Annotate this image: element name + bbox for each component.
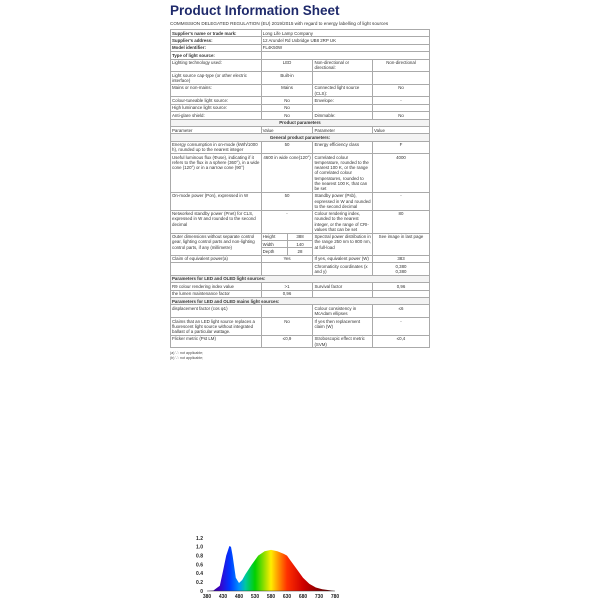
value-cell: 50 <box>261 192 313 210</box>
parameter-cell: displacement factor (cos φ1) <box>171 305 262 318</box>
value-cell: See image in last page <box>373 233 430 255</box>
value-cell <box>261 305 313 318</box>
parameter-cell: Networked standby power (Pnet) for CLS, expressed in W and rounded to the second decimal <box>171 210 262 233</box>
parameter-cell: Connected light source (CLS): <box>313 84 373 97</box>
value-cell: 0,96 <box>373 283 430 290</box>
footnote: (b) '-': not applicable; <box>170 356 204 361</box>
table-row <box>171 154 430 193</box>
table-row <box>171 84 430 97</box>
info-value: Long Life Lamp Company <box>261 30 429 37</box>
parameter-cell: Spectral power distribution in the range 250 nm to 800 nm, at full-load <box>313 233 373 255</box>
info-label: Supplier's name or trade mark: <box>171 30 262 37</box>
table-row <box>171 30 430 37</box>
parameter-cell <box>313 104 373 111</box>
table-row <box>171 192 430 210</box>
table-row <box>171 97 430 104</box>
table-row <box>171 112 430 119</box>
product-information-sheet <box>170 3 430 361</box>
parameter-cell: Energy consumption in on-mode (kWh/1000 h), rounded up to the nearest integer <box>171 141 262 154</box>
x-tick-label: 580 <box>266 594 276 600</box>
parameter-cell: Colour rendering index, rounded to the nearest integer, or the range of CRI-values that can be set <box>313 210 373 233</box>
info-value: FL4K50W <box>261 44 429 51</box>
dimension-value: 388 <box>296 234 304 240</box>
spectrum-area <box>207 546 335 591</box>
y-tick-label: 0.4 <box>196 571 203 578</box>
table-row <box>171 263 430 276</box>
parameter-cell: Light source cap-type (or other electric interface) <box>171 72 262 85</box>
section-header: Parameters for LED and OLED light sources: <box>171 275 430 282</box>
parameter-cell: Chromaticity coordinates (x and y) <box>313 263 373 276</box>
x-tick-label: 680 <box>298 594 308 600</box>
info-label: Type of light source: <box>171 52 262 59</box>
parameter-cell <box>171 263 262 276</box>
dimension-name: Depth <box>262 248 288 254</box>
table-row <box>171 335 430 348</box>
table-row <box>171 134 430 141</box>
value-cell: No <box>261 318 313 336</box>
page-title: Product Information Sheet <box>170 3 340 18</box>
value-cell: 0,96 <box>261 290 313 297</box>
parameter-cell: Colour-tuneable light source: <box>171 97 262 104</box>
parameter-cell: Non-directional or directional: <box>313 59 373 72</box>
dimension-row <box>262 241 313 248</box>
y-tick-label: 0 <box>200 588 203 595</box>
table-row <box>171 275 430 282</box>
parameter-cell: R9 colour rendering index value <box>171 283 262 290</box>
info-value <box>261 52 429 59</box>
value-cell: LED <box>261 59 313 72</box>
value-cell: - <box>373 97 430 104</box>
parameter-cell: Colour consistency in McAdam ellipses <box>313 305 373 318</box>
table-row <box>171 233 430 255</box>
column-header: Value <box>261 126 313 133</box>
parameter-cell: Claim of equivalent power(a) <box>171 255 262 262</box>
dimension-value: 140 <box>296 241 304 247</box>
dimensions-cell <box>261 233 313 255</box>
value-cell: No <box>373 112 430 119</box>
value-cell <box>373 72 430 85</box>
y-tick-label: 0.2 <box>196 579 203 586</box>
dimension-name: Width <box>262 241 288 247</box>
parameter-cell: Correlated colour temperature, rounded to the nearest 100 K, or the range of correlated colour temperatures, rounded to the nearest 100 K, that can be set <box>313 154 373 193</box>
table-row <box>171 104 430 111</box>
parameter-cell: On-mode power (Pon), expressed in W <box>171 192 262 210</box>
table-row <box>171 298 430 305</box>
value-cell: >1 <box>261 283 313 290</box>
x-tick-label: 480 <box>234 594 244 600</box>
value-cell: - <box>373 318 430 336</box>
dimension-name: Height <box>262 234 288 240</box>
spectral-power-chart <box>193 534 343 600</box>
value-cell: No <box>261 97 313 104</box>
section-header: Parameters for LED and OLED mains light sources: <box>171 298 430 305</box>
column-header: Value <box>373 126 430 133</box>
parameter-cell: Dimmable: <box>313 112 373 119</box>
table-row <box>171 52 430 59</box>
value-cell <box>373 290 430 297</box>
table-row <box>171 210 430 233</box>
footnote: (a) '-': not applicable; <box>170 351 204 356</box>
table-row <box>171 141 430 154</box>
dimension-row <box>262 234 313 241</box>
value-cell: F <box>373 141 430 154</box>
parameter-cell: Lighting technology used: <box>171 59 262 72</box>
value-cell: No <box>261 104 313 111</box>
value-cell: No <box>261 112 313 119</box>
x-tick-label: 780 <box>330 594 340 600</box>
spectrum-svg <box>193 534 343 600</box>
value-cell: - <box>261 210 313 233</box>
table-row <box>171 72 430 85</box>
table-row <box>171 255 430 262</box>
value-cell: Built-in <box>261 72 313 85</box>
parameter-cell: Survival factor <box>313 283 373 290</box>
table-row <box>171 283 430 290</box>
table-row <box>171 119 430 126</box>
section-header: General product parameters: <box>171 134 430 141</box>
parameter-cell: the lumen maintenance factor <box>171 290 262 297</box>
table-row <box>171 305 430 318</box>
value-cell: 50 <box>261 141 313 154</box>
parameter-cell: Stroboscopic effect metric (SVM) <box>313 335 373 348</box>
y-tick-label: 1.2 <box>196 535 203 542</box>
parameter-cell: If yes, equivalent power (W) <box>313 255 373 262</box>
y-tick-label: 0.6 <box>196 562 203 569</box>
y-tick-label: 1.0 <box>196 544 203 551</box>
x-tick-label: 380 <box>202 594 212 600</box>
value-cell <box>261 263 313 276</box>
parameter-cell <box>313 290 373 297</box>
value-cell: ≤0,9 <box>261 335 313 348</box>
section-header: Product parameters <box>171 119 430 126</box>
regulation-subtitle: COMMISSION DELEGATED REGULATION (EU) 2019/2015 with regard to energy labelling of light sources <box>170 21 389 26</box>
value-cell: 0,380 0,380 <box>373 263 430 276</box>
parameter-cell: Energy efficiency class <box>313 141 373 154</box>
value-cell: Non-directional <box>373 59 430 72</box>
value-cell: Yes <box>261 255 313 262</box>
parameter-cell: Envelope: <box>313 97 373 104</box>
x-tick-label: 430 <box>218 594 228 600</box>
x-tick-label: 530 <box>250 594 260 600</box>
table-row <box>171 290 430 297</box>
value-cell: Mains <box>261 84 313 97</box>
parameter-cell: Flicker metric (Pst LM) <box>171 335 262 348</box>
column-header: Parameter <box>171 126 262 133</box>
x-tick-label: 730 <box>314 594 324 600</box>
table-row <box>171 44 430 51</box>
value-cell: - <box>373 192 430 210</box>
table-row <box>171 37 430 44</box>
value-cell <box>373 104 430 111</box>
dimension-row <box>262 248 313 254</box>
value-cell: ≤0,4 <box>373 335 430 348</box>
table-row <box>171 59 430 72</box>
table-row <box>171 318 430 336</box>
value-cell: No <box>373 84 430 97</box>
info-value: 12 Arundel Rd Uxbridge UB8 2RP UK <box>261 37 429 44</box>
dimension-value: 28 <box>297 249 303 255</box>
parameter-cell: Useful luminous flux (Φuse), indicating if it refers to the flux in a sphere (360°), in a wide cone (120°) or in a narrow cone (90°) <box>171 154 262 193</box>
parameter-cell: Claims that an LED light source replaces a fluorescent light source without integrated ballast of a particular wattage. <box>171 318 262 336</box>
value-cell: 4600 in wide cone(120°) <box>261 154 313 193</box>
parameter-cell <box>313 72 373 85</box>
dimensions-label: Outer dimensions without separate control gear, lighting control parts and non-lighting control parts, if any (millimetre) <box>171 233 262 255</box>
value-cell: 80 <box>373 210 430 233</box>
y-tick-label: 0.8 <box>196 553 203 560</box>
parameter-cell: Mains or non-mains: <box>171 84 262 97</box>
value-cell: 383 <box>373 255 430 262</box>
column-header: Parameter <box>313 126 373 133</box>
table-row <box>171 126 430 133</box>
x-tick-label: 630 <box>282 594 292 600</box>
info-label: Model identifier: <box>171 44 262 51</box>
parameter-cell: If yes then replacement claim (W) <box>313 318 373 336</box>
value-cell: 4000 <box>373 154 430 193</box>
parameter-cell: Anti-glare shield: <box>171 112 262 119</box>
parameter-cell: Standby power (Psb), expressed in W and rounded to the second decimal <box>314 193 371 209</box>
product-table <box>170 29 430 348</box>
value-cell: ≤6 <box>373 305 430 318</box>
info-label: Supplier's address: <box>171 37 262 44</box>
footnotes <box>170 351 430 361</box>
parameter-cell: High luminance light source: <box>171 104 262 111</box>
